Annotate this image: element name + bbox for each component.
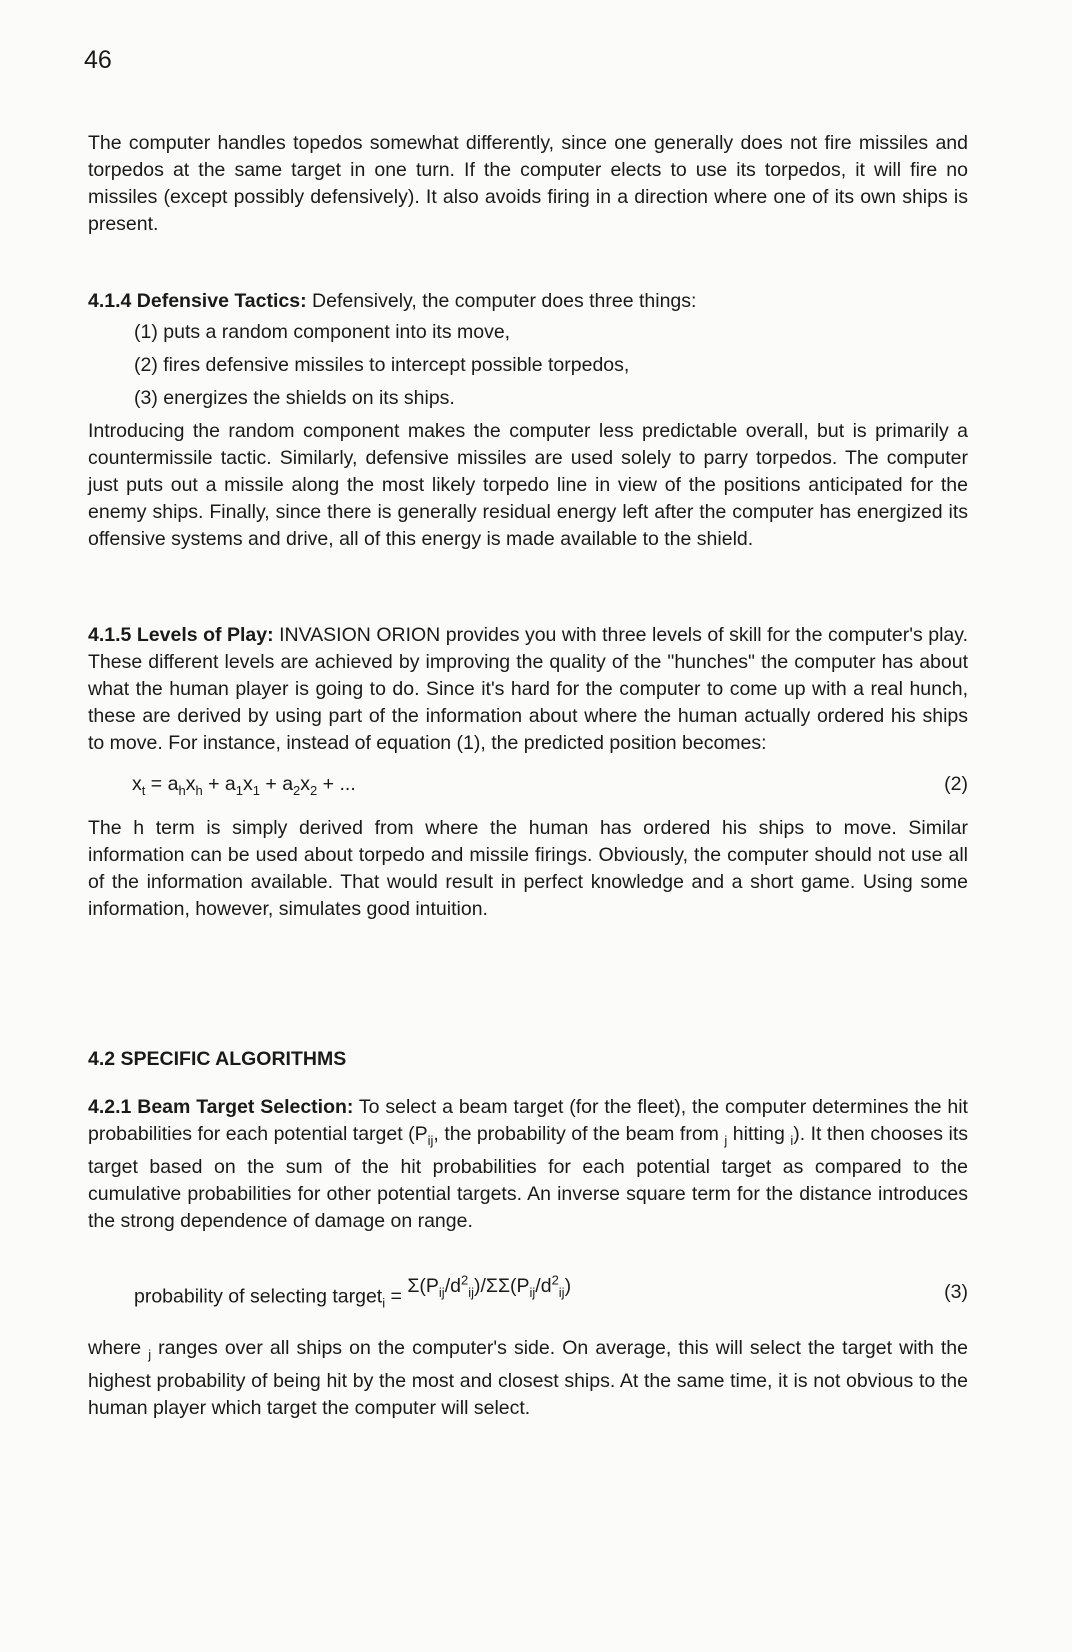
equation-3-label: probability of selecting target — [134, 1285, 383, 1308]
section-4-1-5-body-text: INVASION ORION provides you with three levels of skill for the computer's play. These different levels are achieved by improving the quality of the "hunches" the computer has about what the human player is going to do. Since it's hard for the computer to come up with a real hunch, these are derived by using part of the information about where the human actually ordered his ships to move. For instance, instead of equation (1), the predicted position becomes: — [88, 624, 968, 754]
section-4-2-1-after-b: ranges over all ships on the computer's side. On average, this will select the target with the highest probability of being hit by the most and closest ships. At the same time, it is not obvious to the human player which target the computer will select. — [88, 1336, 968, 1419]
equation-2-expression: $x_t = a_hx_h + a_1x_1 + a_2x_2$ + ... — [132, 773, 356, 798]
paragraph-torpedo — [88, 130, 968, 238]
paragraph-torpedo-text: The computer handles topedos somewhat differently, since one generally does not fire missiles and torpedos at the same target in one turn. If the computer elects to use its torpedos, it will fire no missiles (except possibly defensively). It also avoids firing in a direction where one of its own ships is present. — [88, 132, 968, 235]
section-4-2-1-after: where $_j$ ranges over all ships on the computer's side. On average, this will select the target with the highest probability of being hit by the most and closest ships. At the same time, it is not obvious to the human player which target the computer will select. — [88, 1336, 968, 1419]
list-item: (2) fires defensive missiles to intercept possible torpedos, — [134, 354, 630, 376]
equation-2-number: (2) — [944, 773, 968, 795]
section-4-1-4-intro-text: Defensively, the computer does three things: — [306, 290, 697, 312]
section-4-1-4-heading: 4.1.4 Defensive Tactics: — [88, 290, 307, 312]
section-4-2-1-body-d: ). It then chooses its target based on the sum of the hit probabilities for each potential target as compared to the cumulative probabilities for other potential targets. An inverse square term for the distance introduces the strong dependence of damage on range. — [88, 1123, 968, 1232]
section-4-2-1-body-a: To select a beam target (for the fleet), the computer determines the hit probabilities for each potential target (P — [88, 1096, 968, 1145]
section-4-2-title: 4.2 SPECIFIC ALGORITHMS — [88, 1048, 347, 1070]
equation-2 — [88, 771, 968, 805]
defensive-list — [134, 319, 968, 412]
section-4-2-1 — [88, 1094, 968, 1422]
section-4-1-4 — [88, 288, 968, 553]
section-4-1-5 — [88, 622, 968, 923]
equation-3 — [88, 1269, 968, 1315]
section-4-2-1-heading: 4.2.1 Beam Target Selection: — [88, 1096, 354, 1118]
section-4-2-1-body-c: hitting — [727, 1123, 791, 1145]
list-item: (3) energizes the shields on its ships. — [134, 387, 455, 409]
equation-3-number: (3) — [944, 1280, 968, 1303]
section-4-1-4-body: Introducing the random component makes the computer less predictable overall, but is primarily a countermissile tactic. Similarly, defensive missiles are used solely to parry torpedos. The computer just puts out a missile along the most likely torpedo line in view of the positions anticipated for the enemy ships. Finally, since there is generally residual energy left after the computer has energized its offensive systems and drive, all of this energy is made available to the shield. — [88, 420, 968, 550]
section-4-2 — [88, 1046, 968, 1073]
section-4-1-5-body — [88, 622, 968, 757]
section-4-1-5-heading: 4.1.5 Levels of Play: — [88, 624, 274, 646]
section-4-1-5-after: The h term is simply derived from where the human has ordered his ships to move. Similar information can be used about torpedo and missile firings. Obviously, the computer should not use all of the information available. That would result in perfect knowledge and a short game. Using some information, however, simulates good intuition. — [88, 817, 968, 920]
section-4-2-1-body-b: , the probability of the beam from — [433, 1123, 725, 1145]
equation-3-expression: probability of selecting target$_i$ = $\Sigma(P_{ij}/d^2_{ij})/\Sigma\Sigma(P_{ij}/d^2_{ij})$ — [134, 1272, 572, 1311]
section-4-1-4-intro — [88, 288, 968, 315]
list-item: (1) puts a random component into its move, — [134, 321, 511, 343]
page-number: 46 — [84, 46, 112, 74]
section-4-2-1-after-a: where — [88, 1336, 149, 1359]
section-4-2-1-body: 4.2.1 Beam Target Selection: To select a beam target (for the fleet), the computer determines the hit probabilities for each potential target ($P_{ij}$, the probability of the beam from $_j$ hitting $_i$). It then chooses its target based on the sum of the hit probabilities for each potential target as compared to the cumulative probabilities for other potential targets. An inverse square term for the distance introduces the strong dependence of damage on range. — [88, 1096, 968, 1232]
